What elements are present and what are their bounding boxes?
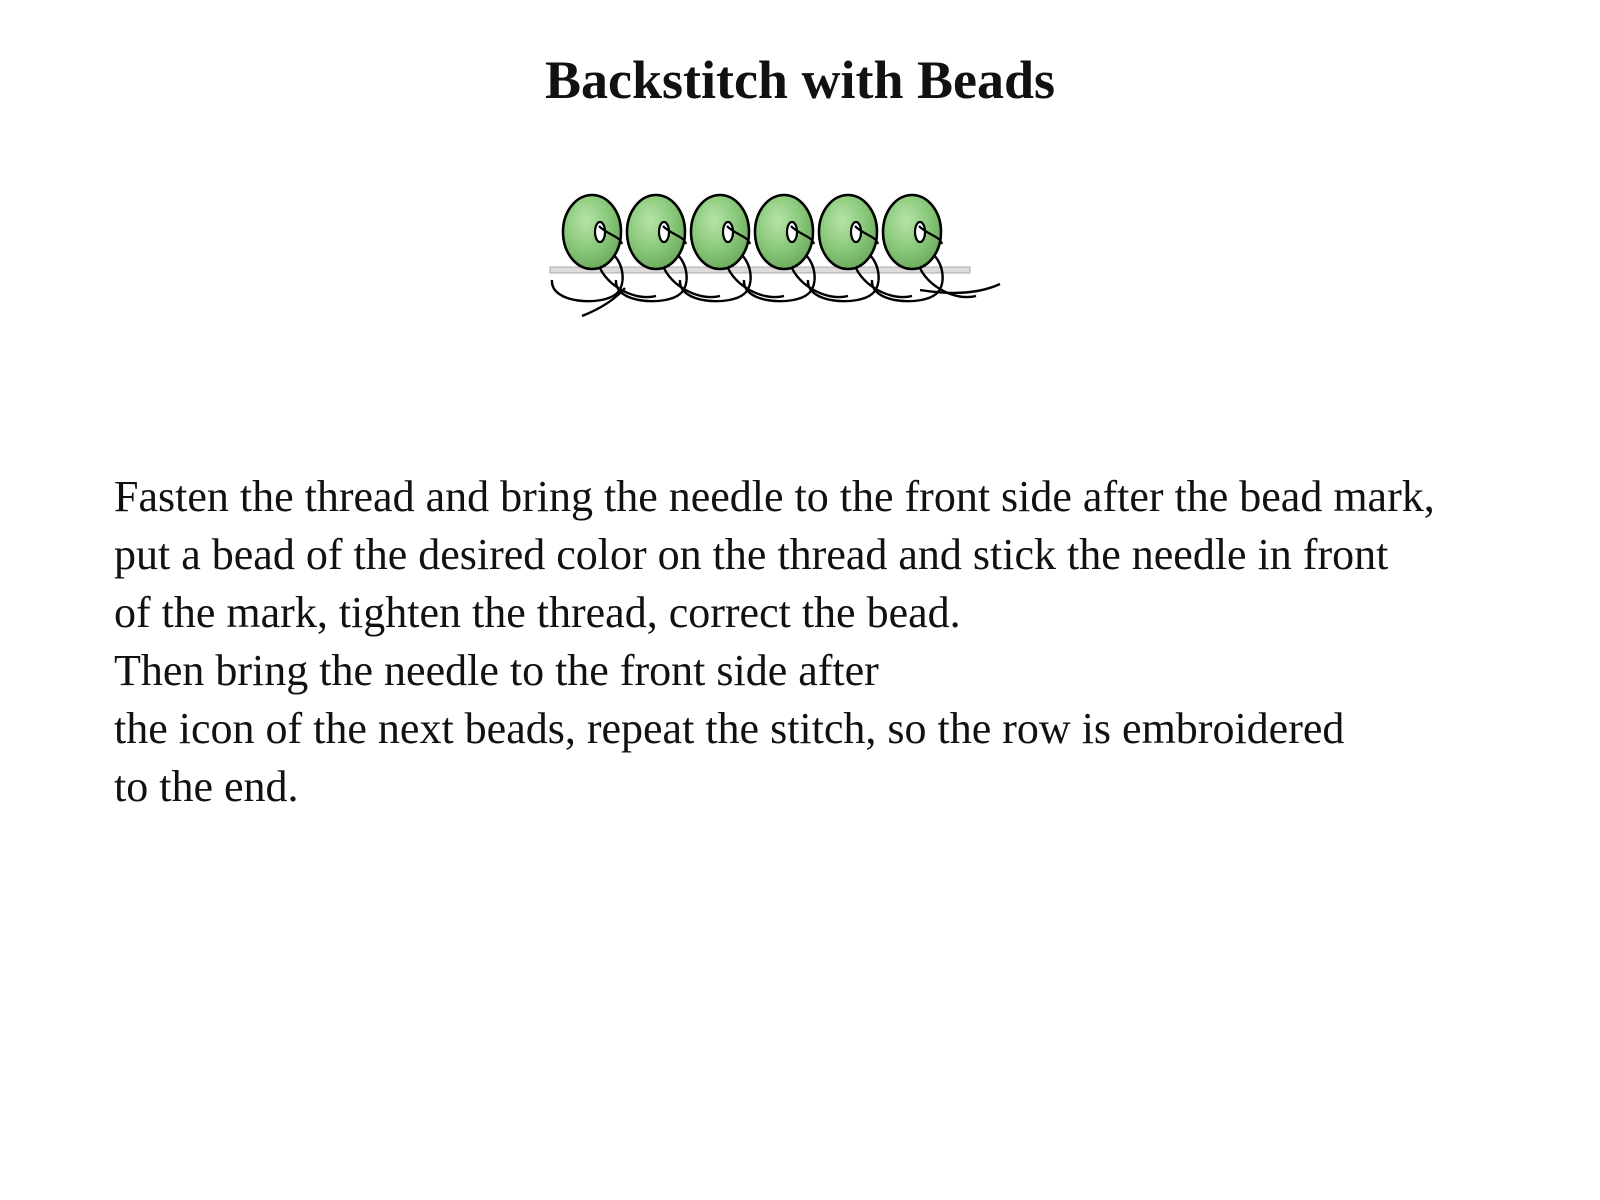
bead-hole (659, 222, 669, 242)
instruction-line: to the end. (114, 762, 299, 811)
bead-hole (851, 222, 861, 242)
bead-hole (723, 222, 733, 242)
bead-row (563, 195, 942, 269)
bead (883, 195, 941, 269)
instruction-line: Then bring the needle to the front side after (114, 646, 879, 695)
bead-hole (595, 222, 605, 242)
bead-hole (915, 222, 925, 242)
instruction-line: the icon of the next beads, repeat the stitch, so the row is embroidered (114, 704, 1345, 753)
backstitch-beads-diagram (540, 180, 1040, 340)
bead (691, 195, 749, 269)
instructions-text (114, 468, 1574, 816)
instruction-line: put a bead of the desired color on the thread and stick the needle in front (114, 530, 1389, 579)
instruction-line: Fasten the thread and bring the needle to the front side after the bead mark, (114, 472, 1435, 521)
bead (819, 195, 877, 269)
instruction-line: of the mark, tighten the thread, correct the bead. (114, 588, 961, 637)
bead-hole (787, 222, 797, 242)
thread-tail-end (920, 284, 1000, 293)
page-title: Backstitch with Beads (544, 50, 1056, 110)
bead (755, 195, 813, 269)
bead (563, 195, 621, 269)
bead (627, 195, 685, 269)
